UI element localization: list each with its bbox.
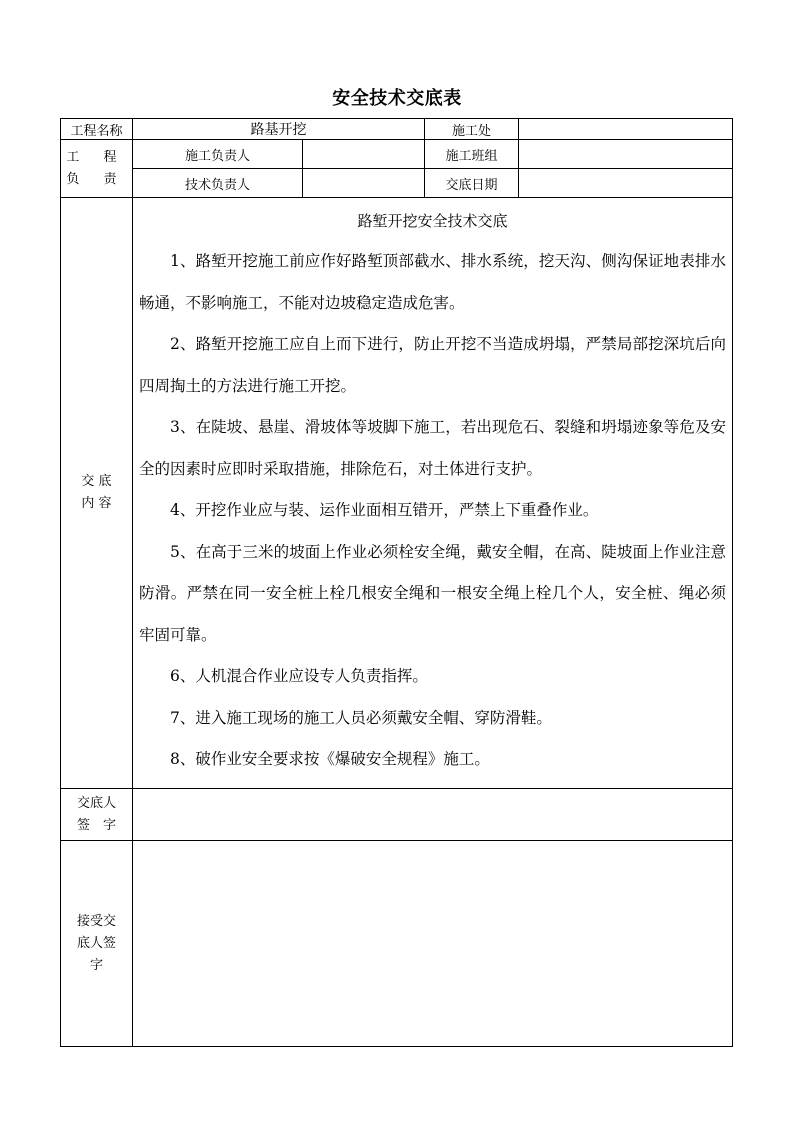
construction-lead-row (61, 140, 733, 169)
staff-label (61, 140, 133, 198)
construction-lead-label: 施工负责人 (133, 140, 303, 169)
content-label-line-2: 内 容 (81, 496, 112, 511)
content-paragraph: 8、破作业安全要求按《爆破安全规程》施工。 (170, 750, 490, 768)
project-name-label: 工程名称 (61, 119, 133, 140)
team-value[interactable] (519, 140, 733, 169)
receiver-label-line-3: 字 (89, 957, 103, 973)
project-name-value[interactable]: 路基开挖 (133, 119, 425, 140)
content-paragraph: 3、在陡坡、悬崖、滑坡体等坡脚下施工，若出现危石、裂缝和坍塌迹象等危及安全的因素时应即时采取措施，排除危石，对土体进行支护。 (139, 418, 726, 478)
team-label: 施工班组 (425, 140, 519, 169)
content-paragraph: 7、进入施工现场的施工人员必须戴安全帽、穿防滑鞋。 (170, 708, 552, 727)
receiver-label-line-2: 底人签 (76, 935, 116, 951)
receiver-label-line-1: 接受交 (76, 913, 116, 929)
tech-lead-value[interactable] (303, 169, 425, 198)
staff-label-line-1: 工 程 (66, 149, 127, 165)
content-paragraph: 6、人机混合作业应设专人负责指挥。 (170, 667, 428, 685)
receiver-signature-label (61, 841, 133, 1047)
content-label (61, 198, 133, 789)
content-row (61, 198, 733, 789)
date-value[interactable] (519, 169, 733, 198)
tech-lead-label: 技术负责人 (133, 169, 303, 198)
discloser-label-line-2: 签 字 (76, 817, 116, 833)
content-heading: 路堑开挖安全技术交底 (357, 212, 508, 230)
unit-label: 施工处 (425, 119, 519, 140)
discloser-signature-row (61, 789, 733, 841)
content-paragraph: 4、开挖作业应与装、运作业面相互错开，严禁上下重叠作业。 (170, 501, 599, 519)
page-title: 安全技术交底表 (332, 88, 462, 109)
discloser-signature-field[interactable] (133, 789, 733, 841)
receiver-signature-row (61, 841, 733, 1047)
content-paragraph: 2、路堑开挖施工应自上而下进行，防止开挖不当造成坍塌，严禁局部挖深坑后向四周掏土的方法进行施工开挖。 (139, 335, 726, 395)
discloser-signature-label (61, 789, 133, 841)
construction-lead-value[interactable] (303, 140, 425, 169)
content-label-line-1: 交 底 (81, 474, 112, 489)
date-label: 交底日期 (425, 169, 519, 198)
safety-disclosure-table (60, 118, 733, 1047)
receiver-signature-field[interactable] (133, 841, 733, 1047)
content-body (133, 198, 733, 789)
content-paragraph: 1、路堑开挖施工前应作好路堑顶部截水、排水系统，挖天沟、侧沟保证地表排水畅通，不影响施工，不能对边坡稳定造成危害。 (139, 252, 726, 312)
tech-lead-row (61, 169, 733, 198)
staff-label-line-2: 负 责 (66, 171, 127, 187)
discloser-label-line-1: 交底人 (76, 795, 116, 811)
project-row (61, 119, 733, 140)
content-paragraph: 5、在高于三米的坡面上作业必须栓安全绳，戴安全帽，在高、陡坡面上作业注意防滑。严禁在同一安全桩上栓几根安全绳和一根安全绳上栓几个人，安全桩、绳必须牢固可靠。 (139, 542, 726, 644)
unit-value[interactable] (519, 119, 733, 140)
